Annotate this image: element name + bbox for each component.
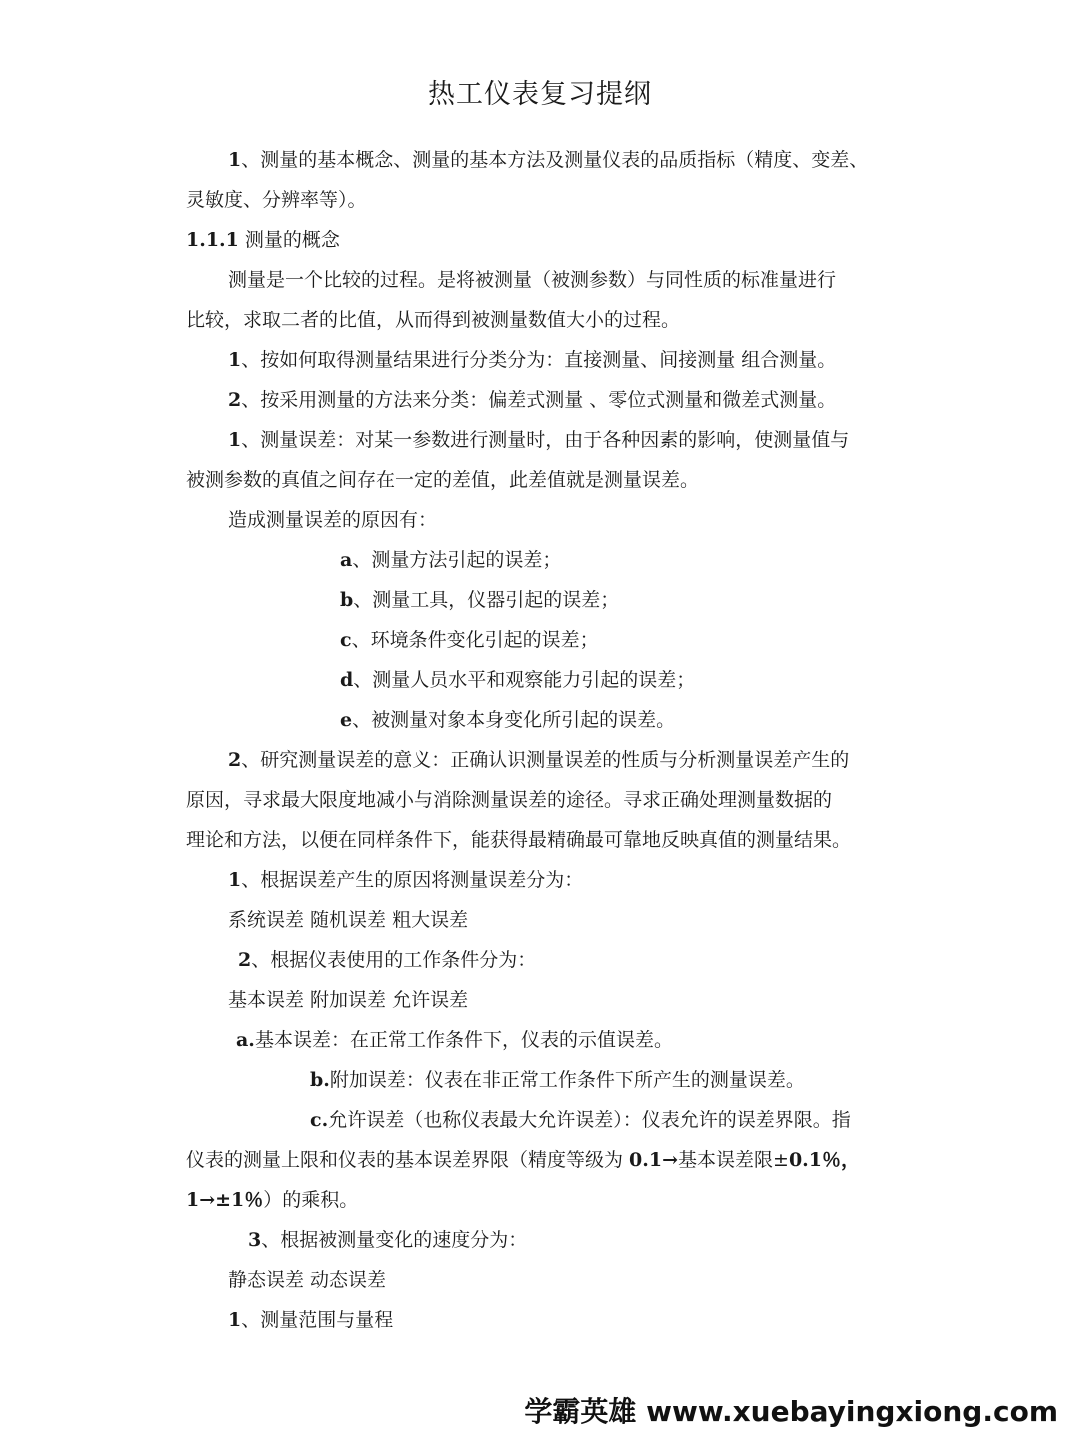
line-bold-text: 0.1→: [629, 1149, 679, 1171]
site-watermark: 学霸英雄 www.xuebayingxiong.com: [524, 1395, 1058, 1428]
item-text: 、环境条件变化引起的误差；: [351, 629, 599, 651]
line-number: 2: [228, 749, 242, 771]
line-text: 基本误差限±: [678, 1149, 789, 1171]
item-text: 附加误差：仪表在非正常工作条件下所产生的测量误差。: [329, 1069, 805, 1091]
outline-line: [186, 380, 898, 420]
line-number: 1: [228, 429, 242, 451]
line-text: 系统误差 随机误差 粗大误差: [228, 909, 469, 931]
list-item: [186, 620, 898, 660]
outline-line-1: [186, 140, 898, 180]
outline-line: [186, 340, 898, 380]
list-item: [186, 1060, 898, 1100]
line-number: 1: [228, 149, 242, 171]
page-title: 热工仪表复习提纲: [428, 79, 652, 110]
line-text: 、根据被测量变化的速度分为：: [261, 1229, 528, 1251]
outline-line: [186, 1300, 898, 1340]
line-text: ）的乘积。: [263, 1189, 359, 1211]
paragraph-line: [186, 1180, 898, 1220]
outline-line: [186, 740, 898, 780]
list-item: [186, 1100, 898, 1140]
item-marker: b: [340, 589, 354, 611]
line-text: 灵敏度、分辨率等）。: [186, 189, 367, 211]
section-heading: [186, 220, 898, 260]
paragraph-line: [186, 780, 898, 820]
outline-line: [186, 1220, 898, 1260]
paragraph-line: [186, 1140, 898, 1180]
item-marker: a.: [236, 1029, 255, 1051]
line-bold-text: 0.1％，: [788, 1149, 861, 1171]
item-text: 、被测量对象本身变化所引起的误差。: [352, 709, 676, 731]
list-item: [186, 700, 898, 740]
item-text: 基本误差：在正常工作条件下，仪表的示值误差。: [254, 1029, 673, 1051]
line-text: 仪表的测量上限和仪表的基本误差界限（精度等级为: [186, 1149, 630, 1171]
line-number: 1: [228, 349, 242, 371]
item-text: 允许误差（也称仪表最大允许误差）：仪表允许的误差界限。指: [328, 1109, 851, 1131]
list-item: [186, 580, 898, 620]
line-number: 2: [238, 949, 252, 971]
line-text: 、测量的基本概念、测量的基本方法及测量仪表的品质指标（精度、变差、: [241, 149, 869, 171]
paragraph-line: [186, 980, 898, 1020]
item-text: 、测量工具，仪器引起的误差；: [353, 589, 620, 611]
paragraph-line: [186, 900, 898, 940]
line-text: 、测量误差：对某一参数进行测量时，由于各种因素的影响，使测量值与: [241, 429, 850, 451]
line-number: 1: [228, 869, 242, 891]
outline-line: [186, 420, 898, 460]
line-number: 1: [228, 1309, 242, 1331]
line-text: 原因，寻求最大限度地减小与消除测量误差的途径。寻求正确处理测量数据的: [186, 789, 833, 811]
line-number: 2: [228, 389, 242, 411]
outline-line-2: [186, 180, 898, 220]
line-text: 、根据误差产生的原因将测量误差分为：: [241, 869, 584, 891]
item-text: 、测量人员水平和观察能力引起的误差；: [353, 669, 696, 691]
item-marker: c: [340, 629, 352, 651]
paragraph-line: [186, 500, 898, 540]
paragraph-line: [186, 460, 898, 500]
line-text: 、根据仪表使用的工作条件分为：: [251, 949, 537, 971]
item-marker: e: [340, 709, 353, 731]
item-marker: c.: [310, 1109, 329, 1131]
line-number: 3: [248, 1229, 262, 1251]
line-text: 测量是一个比较的过程。是将被测量（被测参数）与同性质的标准量进行: [228, 269, 837, 291]
list-item: [186, 660, 898, 700]
outline-line: [186, 860, 898, 900]
line-text: 、研究测量误差的意义：正确认识测量误差的性质与分析测量误差产生的: [241, 749, 850, 771]
item-text: 、测量方法引起的误差；: [352, 549, 562, 571]
paragraph-line: [186, 300, 898, 340]
list-item: [186, 540, 898, 580]
paragraph-line: [186, 1260, 898, 1300]
paragraph-line: [186, 820, 898, 860]
item-marker: b.: [310, 1069, 330, 1091]
line-text: 理论和方法，以便在同样条件下，能获得最精确最可靠地反映真值的测量结果。: [186, 829, 852, 851]
line-text: 基本误差 附加误差 允许误差: [228, 989, 469, 1011]
section-title: 测量的概念: [238, 229, 340, 251]
item-marker: d: [340, 669, 354, 691]
line-text: 静态误差 动态误差: [228, 1269, 387, 1291]
line-text: 、按采用测量的方法来分类：偏差式测量 、零位式测量和微差式测量。: [241, 389, 837, 411]
line-text: 比较，求取二者的比值，从而得到被测量数值大小的过程。: [186, 309, 681, 331]
paragraph-line: [186, 260, 898, 300]
outline-line: [186, 940, 898, 980]
list-item: [186, 1020, 898, 1060]
line-text: 被测参数的真值之间存在一定的差值，此差值就是测量误差。: [186, 469, 700, 491]
item-marker: a: [340, 549, 353, 571]
line-text: 、按如何取得测量结果进行分类分为：直接测量、间接测量 组合测量。: [241, 349, 837, 371]
line-bold-text: 1→±1％: [186, 1189, 264, 1211]
line-text: 造成测量误差的原因有：: [228, 509, 438, 531]
section-number: 1.1.1: [186, 229, 239, 251]
line-text: 、测量范围与量程: [241, 1309, 394, 1331]
